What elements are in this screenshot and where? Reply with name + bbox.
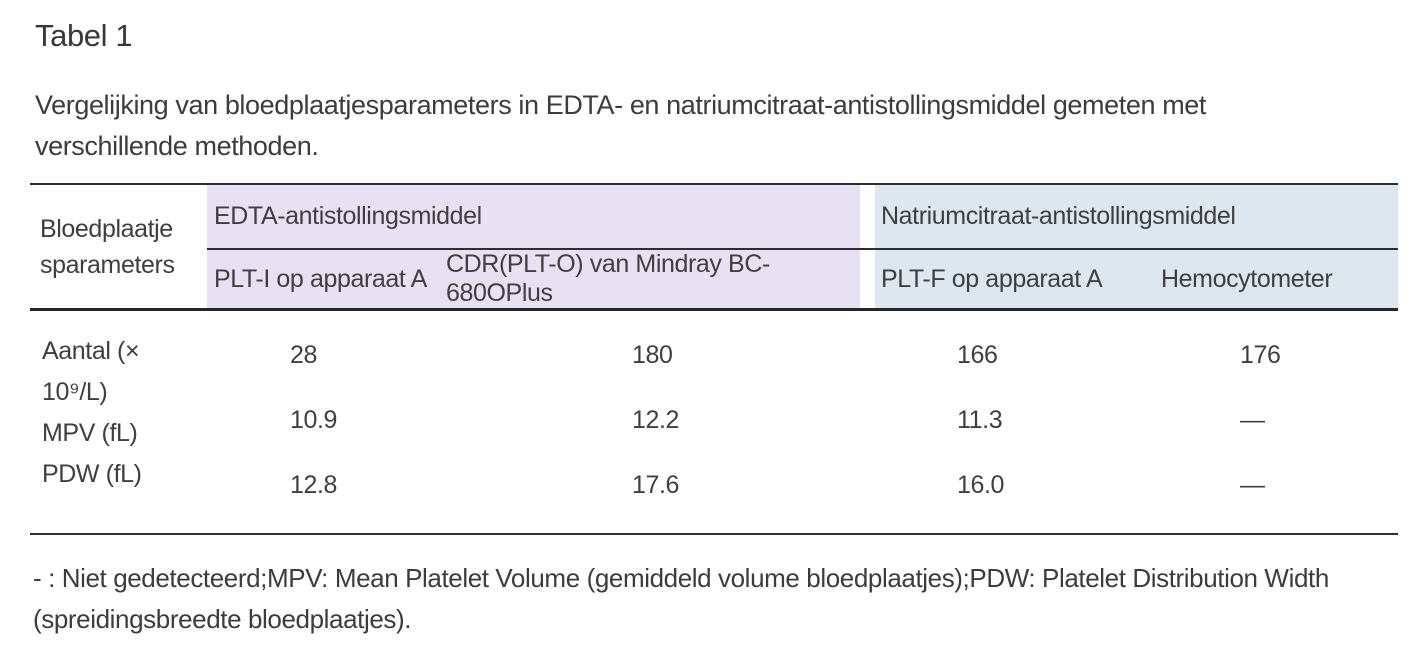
row-header-line-2: sparameters bbox=[40, 250, 175, 279]
group-gap bbox=[860, 250, 875, 308]
group-header-row bbox=[207, 185, 1398, 250]
cell-aantal-hemocytometer: 176 bbox=[1240, 341, 1281, 369]
cell-mpv-hemocytometer: — bbox=[1240, 406, 1265, 434]
cell-pdw-cdr: 17.6 bbox=[632, 471, 680, 499]
table-header bbox=[30, 185, 1398, 311]
cell-aantal-cdr: 180 bbox=[632, 341, 673, 369]
group-header-edta: EDTA-antistollingsmiddel bbox=[207, 185, 860, 248]
column-header-hemocytometer: Hemocytometer bbox=[1140, 250, 1398, 308]
page-title: Tabel 1 bbox=[35, 18, 133, 53]
table-body bbox=[30, 311, 1398, 533]
cell-mpv-cdr: 12.2 bbox=[632, 406, 680, 434]
cell-pdw-hemocytometer: — bbox=[1240, 471, 1265, 499]
row-header-cell bbox=[30, 185, 207, 308]
column-header-row bbox=[207, 250, 1398, 308]
footnote-line-1: - : Niet gedetecteerd;MPV: Mean Platelet Volume (gemiddeld volume bloedplaatjes);PDW: Platelet Distribution Width bbox=[33, 563, 1329, 593]
column-header-cdr-plt-o: CDR(PLT-O) van Mindray BC-680OPlus bbox=[440, 250, 860, 308]
footnote bbox=[33, 558, 1329, 640]
caption-line-1: Vergelijking van bloedplaatjesparameters in EDTA- en natriumcitraat-antistollingsmiddel gemeten met bbox=[35, 90, 1206, 120]
cell-pdw-plt-f: 16.0 bbox=[957, 471, 1005, 499]
row-label-mpv: MPV (fL) bbox=[42, 419, 138, 447]
footnote-line-2: (spreidingsbreedte bloedplaatjes). bbox=[33, 604, 412, 634]
cell-mpv-plt-i: 10.9 bbox=[290, 406, 338, 434]
cell-pdw-plt-i: 12.8 bbox=[290, 471, 338, 499]
cell-aantal-plt-i: 28 bbox=[290, 341, 318, 369]
column-header-plt-i: PLT-I op apparaat A bbox=[207, 250, 440, 308]
cell-mpv-plt-f: 11.3 bbox=[957, 406, 1003, 434]
row-label-pdw: PDW (fL) bbox=[42, 460, 142, 488]
group-gap bbox=[860, 185, 875, 248]
header-columns-area bbox=[207, 185, 1398, 308]
column-header-plt-f: PLT-F op apparaat A bbox=[875, 250, 1140, 308]
cell-aantal-plt-f: 166 bbox=[957, 341, 998, 369]
table-caption bbox=[35, 85, 1206, 167]
comparison-table bbox=[30, 183, 1398, 535]
caption-line-2: verschillende methoden. bbox=[35, 131, 319, 161]
row-header-line-1: Bloedplaatje bbox=[40, 214, 173, 243]
row-labels bbox=[30, 311, 207, 533]
group-header-natriumcitraat: Natriumcitraat-antistollingsmiddel bbox=[875, 185, 1398, 248]
value-grid bbox=[207, 311, 1398, 533]
row-label-aantal: Aantal (× 10⁹/L) bbox=[42, 337, 140, 406]
